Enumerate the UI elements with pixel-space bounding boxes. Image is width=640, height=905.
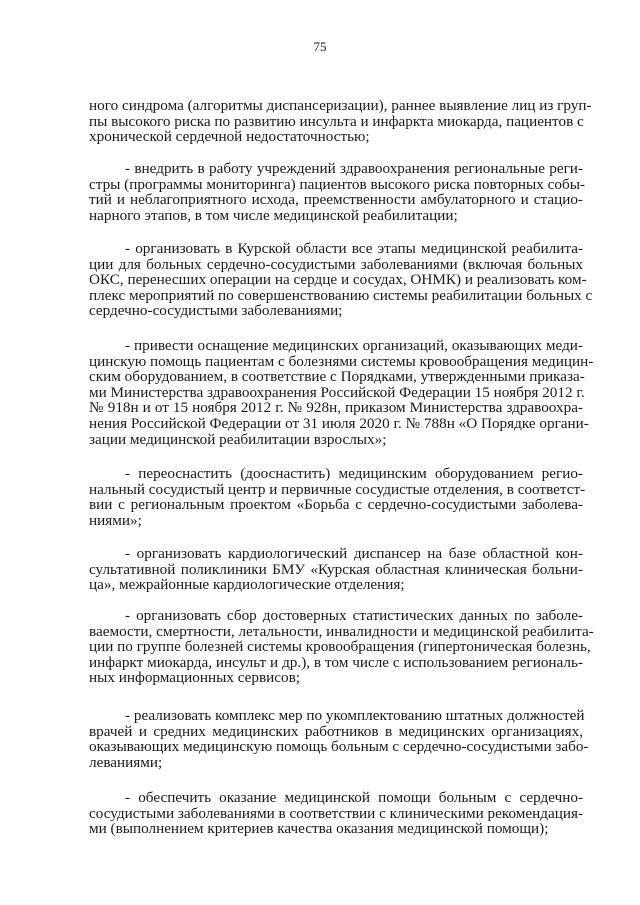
paragraph-line: плекс мероприятий по совершенствованию системы реабилитации больных с — [89, 286, 593, 304]
paragraph-line: стры (программы мониторинга) пациентов высокого риска повторных собы- — [89, 175, 585, 193]
paragraph-line: ми (выполнением критериев качества оказания медицинской помощи); — [89, 820, 549, 838]
paragraph-line: врачей и средних медицинских работников в медицинских организациях, — [89, 722, 583, 740]
paragraph — [89, 607, 594, 687]
paragraph-line: нальный сосудистый центр и первичные сосудистые отделения, в соответст- — [89, 480, 586, 498]
paragraph — [89, 707, 589, 771]
paragraph-line: пы высокого риска по развитию инсульта и инфаркта миокарда, пациентов с — [89, 112, 584, 130]
paragraph — [89, 337, 594, 448]
paragraph-line: вии с региональным проектом «Борьба с сердечно-сосудистыми заболева- — [89, 496, 583, 514]
paragraph-line: оказывающих медицинскую помощь больным с сердечно-сосудистыми забо- — [89, 738, 589, 756]
paragraph-line: нарного этапов, в том числе медицинской реабилитации; — [89, 206, 458, 224]
paragraph-line: ми Министерства здравоохранения Российской Федерации 15 ноября 2012 г. — [89, 383, 585, 401]
paragraph — [89, 97, 592, 146]
paragraph-line: сердечно-сосудистыми заболеваниями; — [89, 302, 343, 320]
paragraph-line: - организовать в Курской области все этапы медицинской реабилита- — [125, 240, 583, 257]
paragraph-line: ных информационных сервисов; — [89, 669, 301, 687]
paragraph-line: леваниями; — [89, 753, 163, 771]
page-number: 75 — [313, 39, 327, 54]
paragraph-line: № 918н и от 15 ноября 2012 г. № 928н, приказом Министерства здравоохра- — [89, 399, 583, 417]
paragraph — [89, 465, 586, 529]
paragraph-line: сультативной поликлиники БМУ «Курская областная клиническая больни- — [89, 560, 583, 578]
paragraph-line: ваемости, смертности, летальности, инвалидности и медицинской реабилита- — [89, 622, 594, 640]
paragraph-line: инфаркт миокарда, инсульт и др.), в том числе с использованием региональ- — [89, 653, 583, 671]
paragraph-line: ОКС, перенесших операции на сердце и сосудах, ОНМК) и реализовать ком- — [89, 271, 587, 289]
paragraph-line: нения Российской Федерации от 31 июля 2020 г. № 788н «О Порядке органи- — [89, 414, 589, 432]
paragraph-line: хронической сердечной недостаточностью; — [89, 128, 370, 146]
paragraph-line: ции для больных сердечно-сосудистыми заболеваниями (включая больных — [89, 255, 583, 273]
paragraph — [89, 790, 583, 837]
paragraph-line: сосудистыми заболеваниями в соответствии с клиническими рекомендация- — [89, 804, 584, 822]
paragraph-line: цинскую помощь пациентам с болезнями системы кровообращения медицин- — [89, 352, 594, 370]
paragraph-line: - переоснастить (дооснастить) медицинским оборудованием регио- — [125, 465, 583, 482]
paragraph — [89, 546, 583, 593]
paragraph-line: тий и неблагоприятного исхода, преемственности амбулаторного и стацио- — [89, 191, 583, 209]
paragraph-line: зации медицинской реабилитации взрослых»; — [89, 430, 387, 448]
paragraph — [89, 240, 593, 320]
paragraph-line: - организовать кардиологический диспансер на базе областной кон- — [125, 545, 583, 562]
paragraph-line: - реализовать комплекс мер по укомплектованию штатных должностей — [125, 707, 585, 724]
paragraph-line: - привести оснащение медицинских организаций, оказывающих меди- — [125, 337, 583, 354]
paragraph-line: ца», межрайонные кардиологические отделения; — [89, 576, 405, 594]
paragraph-line: ции по группе болезней системы кровообращения (гипертоническая болезнь, — [89, 638, 591, 656]
paragraph-line: ниями»; — [89, 511, 142, 529]
paragraph-line: - обеспечить оказание медицинской помощи больным с сердечно- — [125, 789, 583, 806]
paragraph-line: - организовать сбор достоверных статистических данных по заболе- — [125, 607, 583, 624]
paragraph — [89, 161, 583, 223]
paragraph-line: ским оборудованием, в соответствие с Порядками, утвержденными приказа- — [89, 368, 585, 386]
paragraph-line: ного синдрома (алгоритмы диспансеризации), раннее выявление лиц из груп- — [89, 97, 592, 114]
paragraph-line: - внедрить в работу учреждений здравоохранения региональные реги- — [125, 160, 583, 177]
